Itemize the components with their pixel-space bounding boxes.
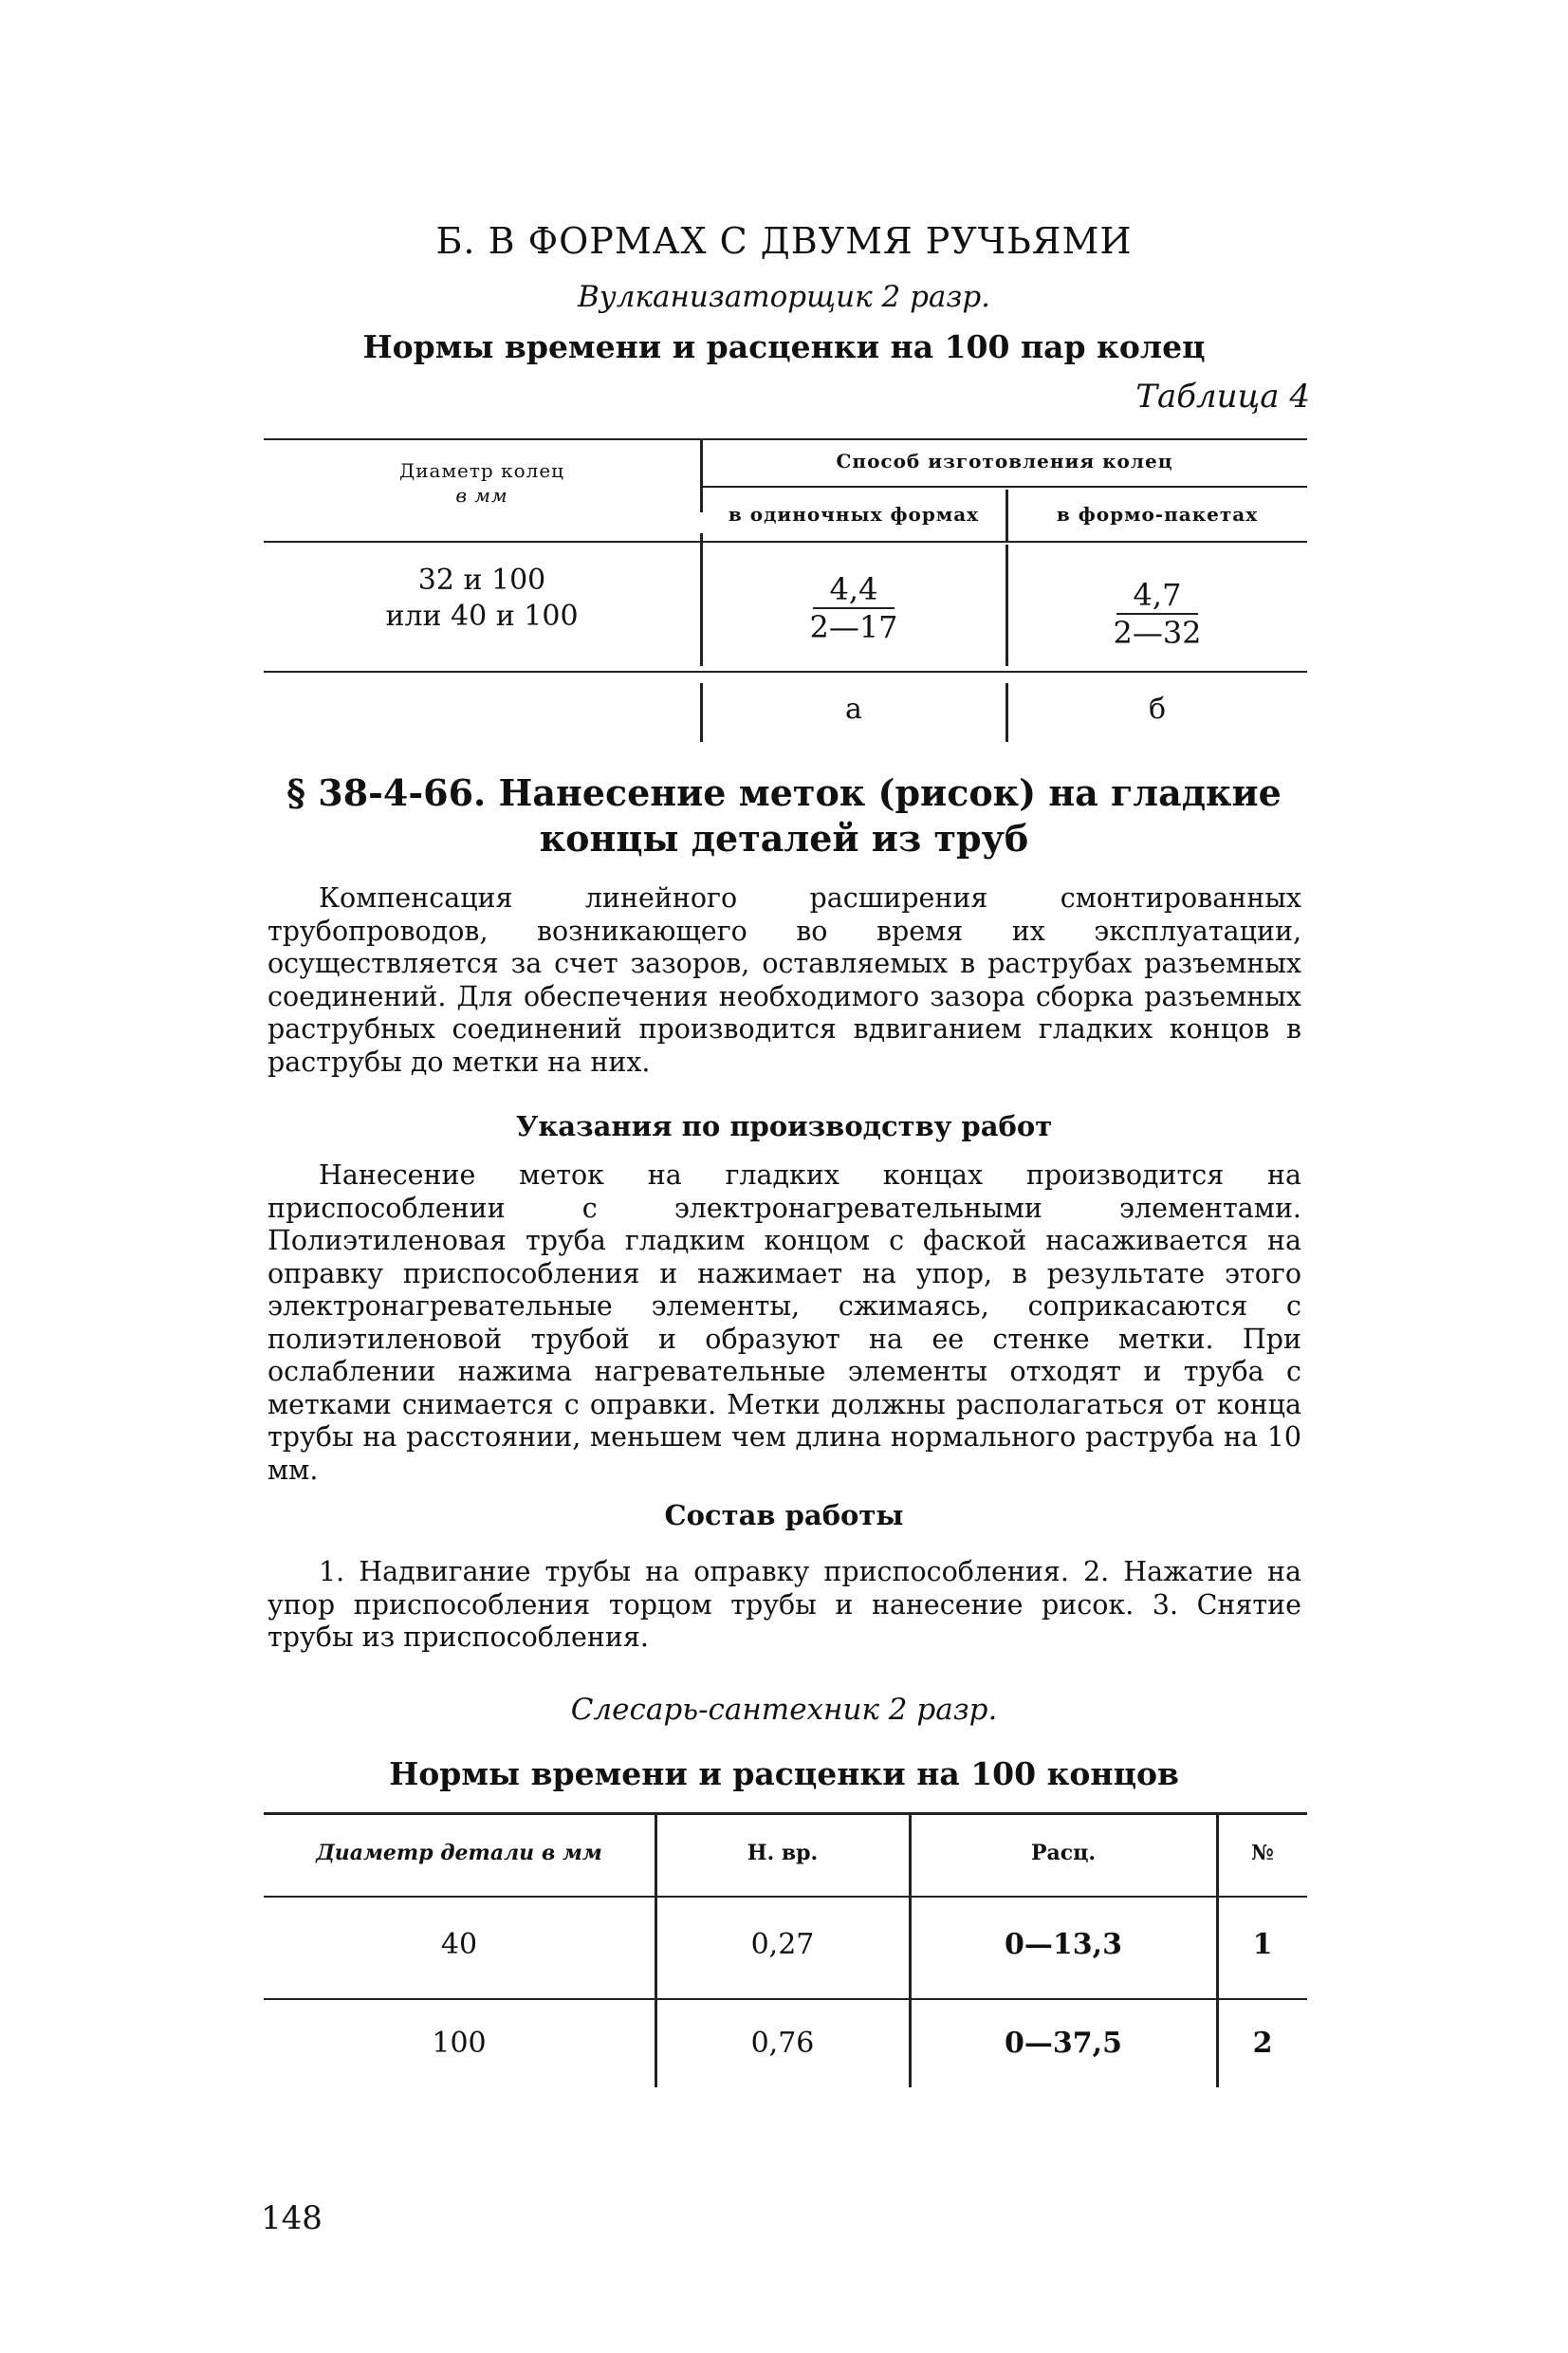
page-number: 148 — [261, 2199, 323, 2237]
norms-title-2: Нормы времени и расценки на 100 концов — [389, 1755, 1179, 1792]
t2-row-1-number: 1 — [1252, 1928, 1273, 1961]
worker-grade-2: Слесарь-сантехник 2 разр. — [570, 1693, 998, 1727]
norms-table-2 — [264, 1812, 1307, 2087]
row-diameter-line-2: или 40 и 100 — [385, 600, 579, 633]
paragraph-heading-line-1: § 38-4-66. Нанесение меток (рисок) на гладкие — [286, 771, 1282, 814]
t2-header-rate: Расц. — [1030, 1841, 1097, 1865]
single-norm-time: 4,4 — [829, 571, 878, 607]
norms-title-1: Нормы времени и расценки на 100 пар колец — [362, 328, 1206, 365]
row-diameter-line-1: 32 и 100 — [417, 564, 546, 597]
t2-header-diameter: Диаметр детали в мм — [316, 1841, 602, 1865]
worker-grade-1: Вулканизаторщик 2 разр. — [577, 280, 991, 314]
t2-header-number: № — [1251, 1841, 1274, 1865]
composition-heading: Состав работы — [664, 1499, 904, 1531]
t2-row-1-norm: 0,27 — [750, 1928, 815, 1961]
single-rate: 2—17 — [809, 609, 898, 645]
packet-rate: 2—32 — [1113, 615, 1202, 651]
paragraph-heading — [0, 770, 1568, 862]
col-header-method: Способ изготовления колец — [836, 450, 1173, 472]
paragraph-heading-line-2: концы деталей из труб — [539, 817, 1029, 860]
t2-row-2-diameter: 100 — [432, 2027, 487, 2060]
t2-row-2-norm: 0,76 — [750, 2027, 815, 2060]
t2-row-1-diameter: 40 — [440, 1928, 478, 1961]
t2-header-norm: Н. вр. — [747, 1841, 819, 1865]
packet-form-value — [1007, 577, 1307, 651]
norms-table-1 — [264, 438, 1307, 742]
column-letter-b: б — [1148, 693, 1167, 726]
table-label: Таблица 4 — [1135, 378, 1310, 416]
column-letter-a: а — [845, 693, 862, 726]
t2-row-2-number: 2 — [1252, 2027, 1273, 2060]
col-header-diameter-unit: в мм — [455, 484, 508, 507]
t2-row-1-rate: 0—13,3 — [1005, 1928, 1122, 1961]
t2-row-2-rate: 0—37,5 — [1005, 2027, 1122, 2060]
paragraph-composition: 1. Надвигание трубы на оправку приспособления. 2. Нажатие на упор приспособления торцом трубы и нанесение рисок. 3. Снятие трубы из приспособления. — [267, 1556, 1301, 1653]
instructions-heading: Указания по производству работ — [515, 1110, 1053, 1142]
packet-norm-time: 4,7 — [1133, 577, 1182, 613]
paragraph-compensation: Компенсация линейного расширения смонтированных трубопроводов, возникающего во время их эксплуатации, осуществляется за счет зазоров, оставляемых в раструбах разъемных соединений. Для обеспечения необходимого зазора сборка разъемных раструбных соединений производится вдвиганием гладких концов в раструбы до метки на них. — [267, 882, 1301, 1078]
paragraph-instructions: Нанесение меток на гладких концах производится на приспособлении с электронагревательными элементами. Полиэтиленовая труба гладким концом с фаской насаживается на оправку приспособления и нажимает на упор, в результате этого электронагревательные элементы, сжимаясь, соприкасаются с полиэтиленовой трубой и образуют на ее стенке метки. При ослаблении нажима нагревательные элементы отходят и труба с метками снимается с оправки. Метки должны располагаться от конца трубы на расстоянии, меньшем чем длина нормального раструба на 10 мм. — [267, 1159, 1301, 1486]
section-b-heading: Б. В ФОРМАХ С ДВУМЯ РУЧЬЯМИ — [435, 220, 1133, 262]
single-form-value — [702, 571, 1005, 645]
col-header-single: в одиночных формах — [728, 503, 980, 526]
col-header-diameter: Диаметр колец — [398, 459, 565, 482]
col-header-packet: в формо-пакетах — [1056, 503, 1259, 526]
